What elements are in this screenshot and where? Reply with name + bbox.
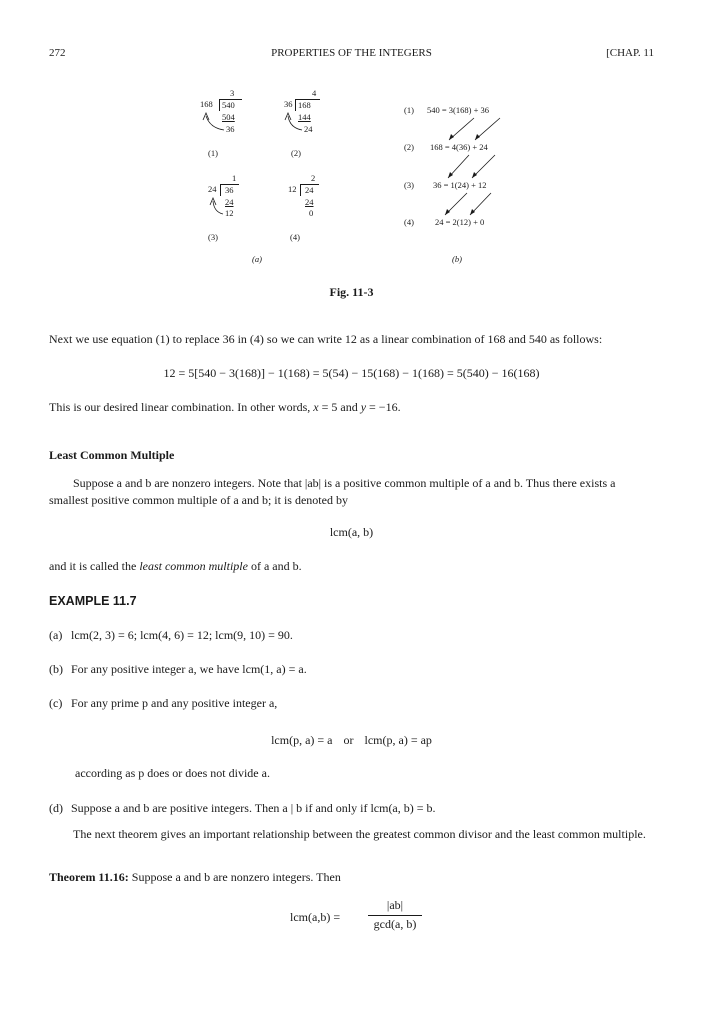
item-label: (a) <box>49 628 63 642</box>
paragraph-linear-combination: Next we use equation (1) to replace 36 in (4) so we can write 12 as a linear combination of 168 and 540 as follows: <box>49 332 603 346</box>
example-item-a: (a) lcm(2, 3) = 6; lcm(4, 6) = 12; lcm(9, 10) = 90. <box>49 628 293 642</box>
euclid-equation-3: 36 = 1(24) + 12 <box>433 180 487 190</box>
theorem-label: Theorem 11.16: <box>49 870 129 884</box>
divisor: 36 <box>284 99 293 109</box>
divisor: 24 <box>208 184 217 194</box>
eq-number: (1) <box>404 105 414 115</box>
paragraph-next-theorem: The next theorem gives an important relationship between the greatest common divisor and the least common multiple. <box>73 827 646 841</box>
equation-lcm-prime: lcm(p, a) = a or lcm(p, a) = ap <box>271 733 432 747</box>
product: 24 <box>305 197 314 207</box>
caption-a: (a) <box>252 254 262 264</box>
product: 24 <box>225 197 234 207</box>
formula-lhs: lcm(a,b) = <box>290 910 341 924</box>
dividend: 36 <box>225 185 234 195</box>
item-label: (b) <box>49 662 63 676</box>
divisor: 12 <box>288 184 297 194</box>
euclid-equation-4: 24 = 2(12) + 0 <box>435 217 485 227</box>
step-label: (3) <box>208 232 218 242</box>
step-label: (2) <box>291 148 301 158</box>
example-item-d: (d) Suppose a and b are positive integers. Then a | b if and only if lcm(a, b) = b. <box>49 801 436 815</box>
section-heading-lcm: Least Common Multiple <box>49 448 175 462</box>
formula-numerator: |ab| <box>386 898 404 912</box>
step-label: (4) <box>290 232 300 242</box>
eq-number: (4) <box>404 217 414 227</box>
theorem-11-16: Theorem 11.16: Suppose a and b are nonzero integers. Then <box>49 870 341 884</box>
paragraph-lcm-name: and it is called the least common multiple of a and b. <box>49 559 302 573</box>
euclid-equation-1: 540 = 3(168) + 36 <box>427 105 489 115</box>
item-label: (d) <box>49 801 63 815</box>
quotient: 2 <box>311 173 316 183</box>
remainder: 36 <box>226 124 235 134</box>
example-item-c-condition: according as p does or does not divide a. <box>75 766 270 780</box>
theorem-formula <box>290 898 430 938</box>
quotient: 1 <box>232 173 237 183</box>
remainder: 0 <box>309 208 314 218</box>
euclid-equation-2: 168 = 4(36) + 24 <box>430 142 488 152</box>
caption-b: (b) <box>452 254 462 264</box>
remainder: 12 <box>225 208 234 218</box>
paragraph-desired-combination: This is our desired linear combination. In other words, x = 5 and y = −16. <box>49 400 401 414</box>
example-item-b: (b) For any positive integer a, we have lcm(1, a) = a. <box>49 662 307 676</box>
remainder: 24 <box>304 124 313 134</box>
formula-denominator: gcd(a, b) <box>373 917 417 931</box>
product: 144 <box>298 112 311 122</box>
paragraph-lcm-definition: Suppose a and b are nonzero integers. Note that |ab| is a positive common multiple of a and b. Thus there exists a smallest positive common multiple of a and b; it is denoted by <box>49 476 616 507</box>
substitution-arrows <box>0 80 703 280</box>
step-label: (1) <box>208 148 218 158</box>
fraction-bar <box>368 915 422 916</box>
dividend: 24 <box>305 185 314 195</box>
chapter-label: [CHAP. 11 <box>606 47 654 59</box>
eq-number: (2) <box>404 142 414 152</box>
divisor: 168 <box>200 99 213 109</box>
lcm-notation: lcm(a, b) <box>329 525 374 539</box>
example-title: EXAMPLE 11.7 <box>49 594 137 608</box>
quotient: 4 <box>312 88 317 98</box>
term-lcm: least common multiple <box>139 559 248 573</box>
eq-number: (3) <box>404 180 414 190</box>
product: 504 <box>222 112 235 122</box>
figure-11-3 <box>0 80 703 280</box>
figure-title: Fig. 11-3 <box>329 285 374 299</box>
page-number: 272 <box>49 47 66 59</box>
quotient: 3 <box>230 88 235 98</box>
running-title: PROPERTIES OF THE INTEGERS <box>271 47 432 59</box>
example-item-c: (c) For any prime p and any positive integer a, <box>49 696 278 710</box>
dividend: 540 <box>222 100 235 110</box>
dividend: 168 <box>298 100 311 110</box>
equation-linear-combination: 12 = 5[540 − 3(168)] − 1(168) = 5(54) − 15(168) − 1(168) = 5(540) − 16(168) <box>163 366 540 380</box>
item-label: (c) <box>49 696 63 710</box>
